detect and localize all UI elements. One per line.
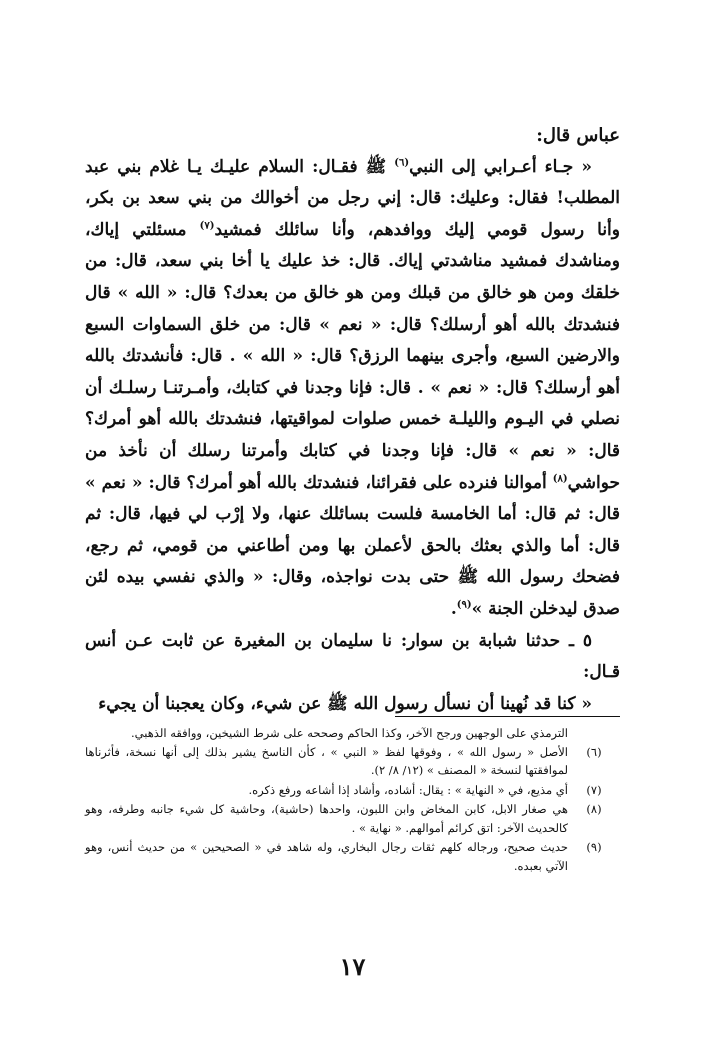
footnote-text: حديث صحيح، ورجاله كلهم ثقات رجال البخاري، وله شاهد في « الصحيحين » من حديث أنس، وهو الآتي بعبده.	[85, 840, 568, 873]
footnote-number: (٩)	[586, 840, 602, 854]
page-number: ١٧	[339, 952, 366, 981]
footnote-number: (٦)	[586, 744, 602, 759]
footnote	[85, 838, 620, 875]
footnote-number: (٨)	[586, 802, 602, 816]
paragraph-text: « جـاء أعـرابي إلى النبي	[409, 156, 592, 177]
paragraph-text: مسئلتي إياك، ومناشدك فمشيد مناشدتي إياك. قال: خذ عليك يا أخا بني سعد، قال: من خلقك ومن هو خالق من قبلك ومن هو خالق من بعدك؟ قال: « الله » قال فنشدتك بالله أهو أرسلك؟ قال: « نعم » قال: من خلق السماوات السبع والارضين السبع، وأجرى بينهما الرزق؟ قال: « الله » . قال: فأنشدتك بالله أهو أرسلك؟ قال: « نعم » . قال: فإنا وجدنا في كتابك، وأمـرتنـا رسلـك أن نصلي في اليـوم والليلـة خمس صلوات لمواقيتها، فنشدتك بالله أهو أمرك؟ قال: « نعم » قال: فإنا وجدنا في كتابك وأمرتنا رسلك أن نأخذ من حواشي	[85, 219, 620, 493]
section-heading: عباس قال:	[536, 125, 620, 146]
footnote-continuation: الترمذي على الوجهين ورجح الآخر، وكذا الحاكم وصححه على شرط الشيخين، ووافقه الذهبي.	[131, 726, 568, 740]
footnote-ref-7[interactable]: (٧)	[199, 220, 215, 232]
isnad-paragraph: ٥ ـ حدثنا شبابة بن سوار: نا سليمان بن المغيرة عن ثابت عـن أنس قـال:	[85, 630, 620, 683]
main-text	[85, 120, 620, 720]
footnote-number: (٧)	[586, 782, 602, 797]
footnote-ref-9[interactable]: (٩)	[456, 599, 472, 611]
footnote-text: هي صغار الابل، كابن المخاض وابن اللبون، واحدها (حاشية)، وحاشية كل شيء جانبه وطرفه، وهو كالحديث الآخر: اتق كرائم أموالهم. « نهاية » .	[85, 802, 568, 835]
paragraph-text: ﷺ فقـال: السلام عليـك يـا غلام بني عبد المطلب! فقال: وعليك: قال: إني رجل من أخوالك من بني سعد بن بكر، وأنا رسول قومي إليك ووافدهم، وأنا سائلك فمشيد	[85, 156, 620, 240]
footnote	[85, 781, 620, 800]
paragraph-text: .	[450, 598, 457, 619]
footnote-ref-8[interactable]: (٨)	[552, 472, 568, 484]
footnote	[85, 743, 620, 780]
hadith-paragraph: « كنا قد نُهينا أن نسأل رسول الله ﷺ عن شيء، وكان يعجبنا أن يجيء	[98, 693, 592, 714]
footnote-text: أي مذيع، في « النهاية » : يقال: أشاده، وأشاد إذا أشاعه ورفع ذكره.	[248, 782, 568, 797]
footnotes	[85, 724, 620, 876]
footnote-text: الأصل « رسول الله » ، وفوقها لفظ « النبي » ، كأن الناسخ يشير بذلك إلى أنها نسخة، فأثرناها لموافقتها لنسخة « المصنف » (١٢/ ٨/ ٢).	[85, 744, 568, 777]
hadith-paragraph	[85, 152, 620, 626]
footnote-ref-6[interactable]: (٦)	[394, 156, 410, 168]
footnote-divider	[395, 716, 620, 717]
footnote	[85, 800, 620, 837]
paragraph-text: أموالنا فنرده على فقرائنا، فنشدتك بالله أهو أمرك؟ قال: « نعم » قال: ثم قال: أما الخامسة فلست بسائلك عنها، ولا إرْب لي فيها، قال: ثم قال: أما والذي بعثك بالحق لأعملن بها ومن أطاعني من قومي، ثم رجع، فضحك رسول الله ﷺ حتى بدت نواجذه، وقال: « والذي نفسي بيده لئن صدق ليدخلن الجنة »	[85, 472, 620, 619]
